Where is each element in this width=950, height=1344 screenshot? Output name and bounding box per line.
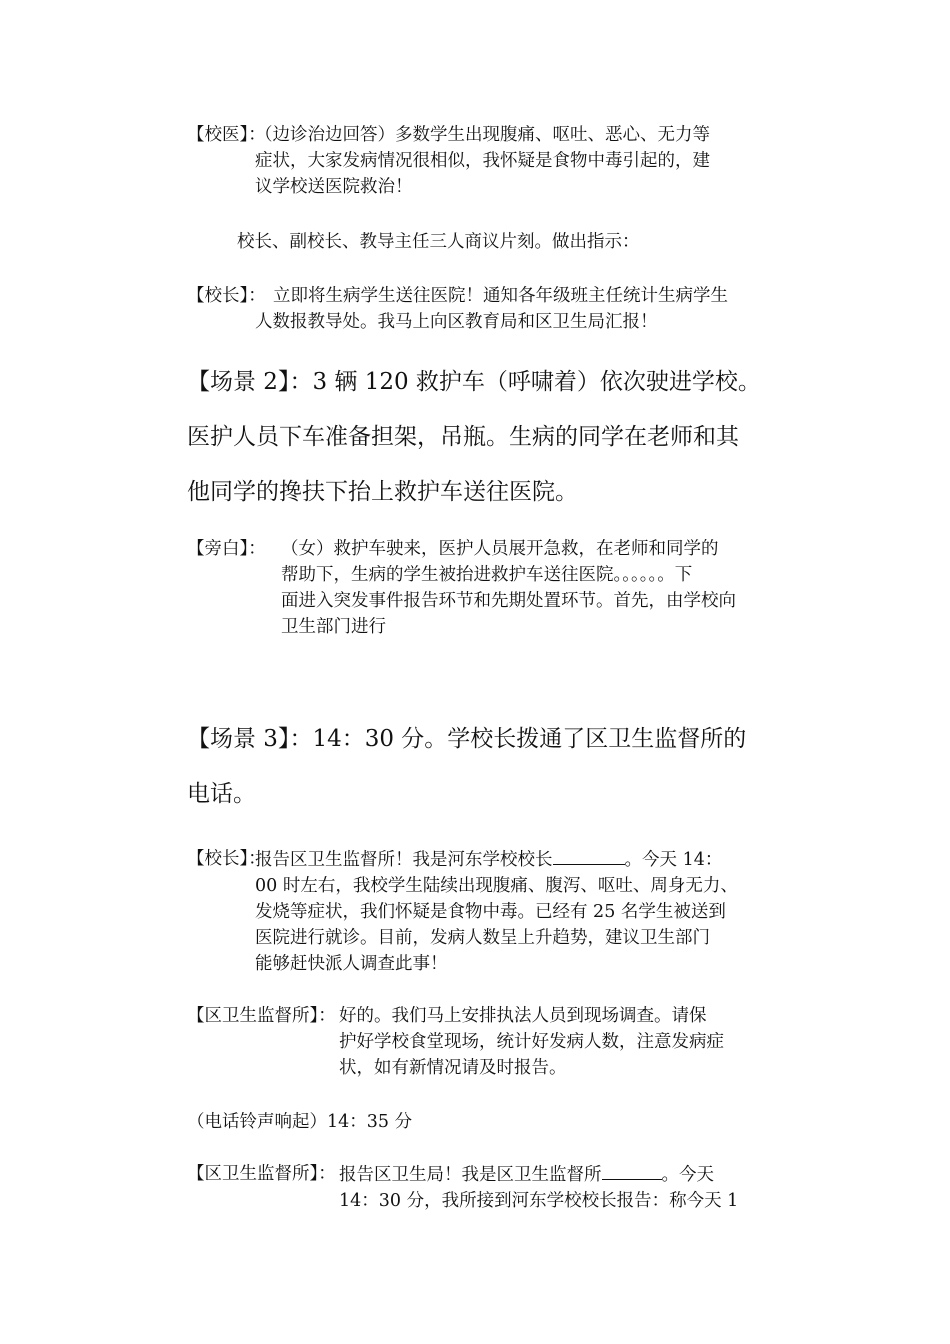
text-line — [339, 1161, 859, 1188]
dialogue-text — [339, 1003, 859, 1081]
text-line: 立即将生病学生送往医院！通知各年级班主任统计生病学生 — [273, 286, 728, 306]
scene-2 — [187, 355, 761, 520]
text-line: 发烧等症状，我们怀疑是食物中毒。已经有 25 名学生被送到 — [255, 902, 726, 922]
dialogue-health-supervision — [187, 1003, 859, 1081]
dialogue-text-cont — [255, 309, 775, 335]
text-line — [255, 846, 775, 873]
dialogue-principal — [187, 283, 793, 335]
text-line: 议学校送医院救治！ — [255, 177, 413, 197]
dialogue-text-cont — [255, 148, 775, 200]
dialogue-health-supervision-report — [187, 1161, 859, 1214]
dialogue-text — [255, 846, 775, 977]
text-line: 00 时左右，我校学生陆续出现腹痛、腹泻、呕吐、周身无力、 — [255, 876, 738, 896]
dialogue-text — [339, 1161, 859, 1214]
text-line: 护好学校食堂现场，统计好发病人数，注意发病症 — [339, 1032, 724, 1052]
text-line: 14：30 分，我所接到河东学校校长报告：称今天 1 — [339, 1191, 739, 1211]
dialogue-principal-call — [187, 846, 775, 977]
scene-line: 他同学的搀扶下抬上救护车送往医院。 — [187, 479, 578, 505]
text-line: 面进入突发事件报告环节和先期处置环节。首先，由学校向 — [281, 591, 736, 611]
scene-line: 电话。 — [187, 781, 256, 807]
stage-direction: （电话铃声响起）14：35 分 — [187, 1112, 413, 1132]
scene-line: 【场景 3】：14：30 分。学校长拨通了区卫生监督所的 — [187, 726, 747, 752]
speaker-label: 【校长】： — [187, 849, 266, 869]
text-line: 卫生部门进行 — [281, 617, 386, 637]
dialogue-text — [255, 122, 775, 148]
fill-in-blank[interactable] — [602, 1161, 662, 1180]
text-line: 人数报教导处。我马上向区教育局和区卫生局汇报！ — [255, 312, 658, 332]
dialogue-school-doctor — [187, 122, 775, 200]
text-line-end: 。今天 14： — [624, 850, 723, 870]
text-line: （边诊治边回答）多数学生出现腹痛、呕吐、恶心、无力等 — [255, 125, 710, 145]
dialogue-narrator — [187, 536, 801, 640]
text-line: 医院进行就诊。目前，发病人数呈上升趋势，建议卫生部门 — [255, 928, 710, 948]
text-line: 能够赶快派人调查此事！ — [255, 954, 448, 974]
stage-direction: 校长、副校长、教导主任三人商议片刻。做出指示： — [237, 232, 640, 252]
text-line: 好的。我们马上安排执法人员到现场调查。请保 — [339, 1006, 707, 1026]
dialogue-text — [273, 283, 793, 309]
scene-line: 医护人员下车准备担架，吊瓶。生病的同学在老师和其 — [187, 424, 739, 450]
text-line: 状，如有新情况请及时报告。 — [339, 1058, 567, 1078]
fill-in-blank[interactable] — [553, 846, 625, 865]
scene-3 — [187, 712, 746, 822]
text-line-start: 报告区卫生监督所！我是河东学校校长 — [255, 850, 553, 870]
speaker-label: 【旁白】： — [187, 539, 266, 559]
speaker-label: 【区卫生监督所】： — [187, 1164, 336, 1184]
dialogue-text — [281, 536, 801, 640]
speaker-label: 【区卫生监督所】： — [187, 1006, 336, 1026]
speaker-label: 【校长】： — [187, 286, 266, 306]
text-line-end: 。今天 — [661, 1165, 714, 1185]
text-line: 症状，大家发病情况很相似，我怀疑是食物中毒引起的，建 — [255, 151, 710, 171]
text-line: 帮助下，生病的学生被抬进救护车送往医院。。。。。。下 — [281, 565, 693, 585]
speaker-label: 【校医】： — [187, 125, 266, 145]
text-line-start: 报告区卫生局！我是区卫生监督所 — [339, 1165, 602, 1185]
scene-line: 【场景 2】：3 辆 120 救护车（呼啸着）依次驶进学校。 — [187, 369, 761, 395]
text-line: （女）救护车驶来，医护人员展开急救，在老师和同学的 — [281, 539, 719, 559]
